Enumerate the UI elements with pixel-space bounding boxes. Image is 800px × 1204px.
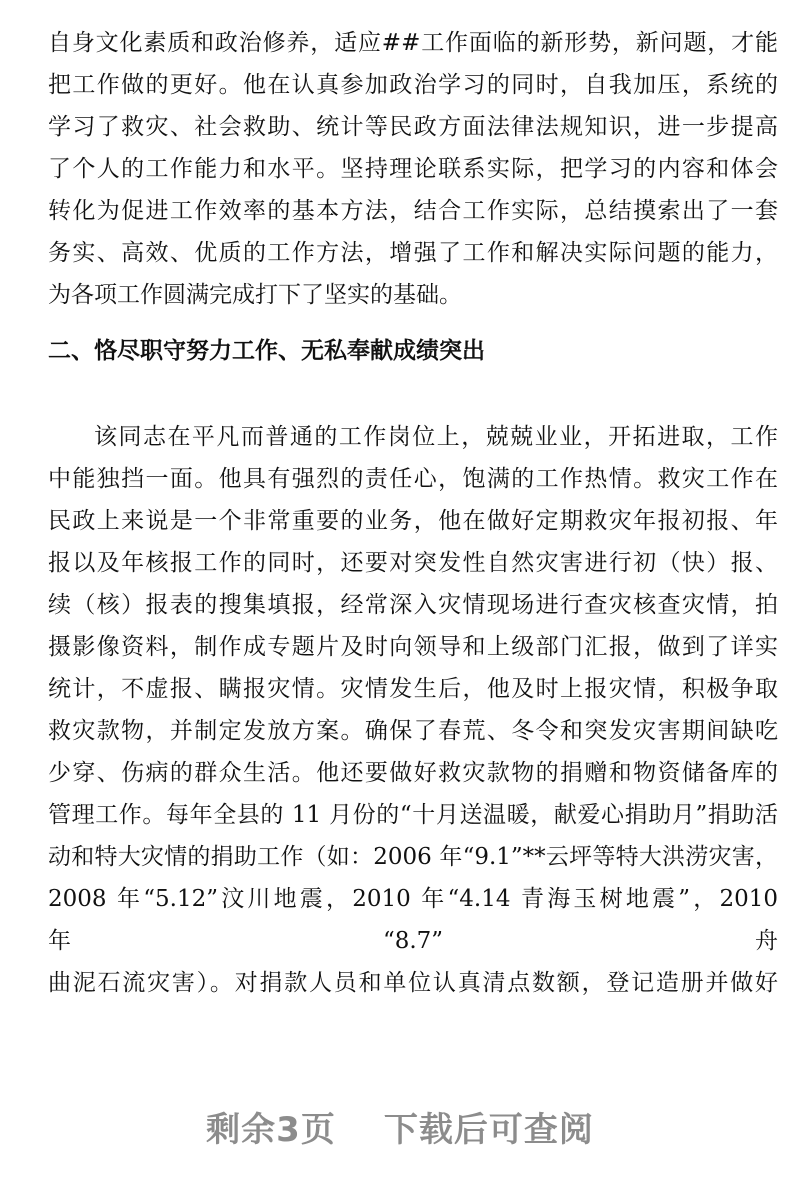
section-heading: 二、恪尽职守努力工作、无私奉献成绩突出 [48,338,485,364]
text-line: 摄影像资料，制作成专题片及时向领导和上级部门汇报，做到了详实 [48,634,778,660]
document-page [48,22,778,1004]
text-line: 续（核）报表的搜集填报，经常深入灾情现场进行查灾核查灾情，拍 [48,592,778,618]
text-line: 了个人的工作能力和水平。坚持理论联系实际，把学习的内容和体会 [48,156,778,182]
text-line: 为各项工作圆满完成打下了坚实的基础。 [48,282,462,308]
remaining-pages-label: 剩余3页 [206,1110,336,1150]
text-line: 中能独挡一面。他具有强烈的责任心，饱满的工作热情。救灾工作在 [48,466,778,492]
text-line: 救灾款物，并制定发放方案。确保了春荒、冬令和突发灾害期间缺吃 [48,718,778,744]
text-line: 该同志在平凡而普通的工作岗位上，兢兢业业，开拓进取，工作 [94,424,778,450]
text-line: 动和特大灾情的捐助工作（如：2006 年“9.1”**云坪等特大洪涝灾害， [48,844,778,870]
text-line: 自身文化素质和政治修养，适应##工作面临的新形势，新问题，才能 [48,30,778,56]
text-line: 统计，不虚报、瞒报灾情。灾情发生后，他及时上报灾情，积极争取 [48,676,778,702]
text-line: 民政上来说是一个非常重要的业务，他在做好定期救灾年报初报、年 [48,508,778,534]
text-line: 少穿、伤病的群众生活。他还要做好救灾款物的捐赠和物资储备库的 [48,760,778,786]
text-line: 学习了救灾、社会救助、统计等民政方面法律法规知识，进一步提高 [48,114,778,140]
text-line: 曲泥石流灾害）。对捐款人员和单位认真清点数额，登记造册并做好 [48,970,778,996]
text-line: 管理工作。每年全县的 11 月份的“十月送温暖，献爱心捐助月”捐助活 [48,802,778,828]
text-line: 把工作做的更好。他在认真参加政治学习的同时，自我加压，系统的 [48,72,778,98]
text-line: 报以及年核报工作的同时，还要对突发性自然灾害进行初（快）报、 [48,550,778,576]
text-line: 务实、高效、优质的工作方法，增强了工作和解决实际问题的能力， [48,240,778,266]
text-line: 2008 年“5.12”汶川地震，2010 年“4.14 青海玉树地震”，2010 年“8.7”舟 [48,886,778,954]
download-prompt[interactable] [0,1102,800,1151]
text-line: 转化为促进工作效率的基本方法，结合工作实际，总结摸索出了一套 [48,198,778,224]
download-to-view-label[interactable]: 下载后可查阅 [383,1110,594,1150]
paragraph-2 [48,416,778,1004]
paragraph-1 [48,22,778,316]
